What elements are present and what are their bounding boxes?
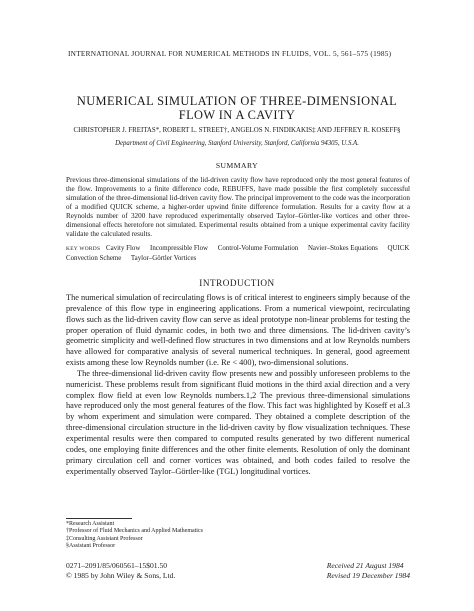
keywords-label: KEY WORDS [66, 246, 101, 252]
affiliation: Department of Civil Engineering, Stanford University, Stanford, California 94305, U.S.A. [115, 140, 359, 147]
title-line-2: FLOW IN A CAVITY [178, 108, 296, 122]
summary-heading: SUMMARY [215, 161, 259, 170]
author-list: CHRISTOPHER J. FREITAS*, ROBERT L. STREET†, ANGELOS N. FINDIKAKIS‡ AND JEFFREY R. KOSEFF§ [73, 127, 401, 134]
footnote: *Research Assistant [66, 521, 115, 527]
keyword: Cavity Flow [106, 245, 141, 252]
paper-title [0, 94, 474, 122]
article-code: 0271–2091/85/060561–15$01.50 [66, 561, 168, 570]
publication-info [66, 561, 175, 581]
footnotes [66, 521, 203, 551]
keyword: Incompressible Flow [150, 245, 209, 252]
keywords-block [66, 244, 410, 263]
intro-paragraph-1: The numerical simulation of recirculating flows is of critical interest to engineers simply because of the prevalence of this flow type in engineering applications. From a numerical viewpoint, recirculating flows such as the lid-driven cavity flow can serve as ideal prototype non-linear problems for testing the proper operation of fluid dynamic codes, in both two and three dimensions. The lid-driven cavity’s geometric simplicity and well-defined flow structures in two dimensions and at low Reynolds numbers have allowed for comparative analysis of several numerical techniques. In general, good agreement exists among these low Reynolds number (i.e. Re < 400), two-dimensional solutions. [66, 293, 410, 368]
introduction-body [66, 293, 410, 477]
footnote: †Professor of Fluid Mechanics and Applied Mathematics [66, 528, 203, 535]
revised-date: Revised 19 December 1984 [326, 571, 410, 580]
received-date: Received 21 August 1984 [326, 561, 404, 570]
footnote: ‡Consulting Assistant Professor [66, 535, 143, 542]
title-line-1: NUMERICAL SIMULATION OF THREE-DIMENSIONAL [76, 94, 398, 108]
keyword: Navier–Stokes Equations [307, 245, 378, 252]
summary-text: Previous three-dimensional simulations of the lid-driven cavity flow have reproduced only the most general features of the flow. Improvements to a finite difference code, REBUFFS, have made possible the first completely successful simulation of the three-dimensional lid-driven cavity flow. The principal improvement to the code was the incorporation of a modified QUICK scheme, a higher-order upwind finite difference formulation. Results for a cavity flow at a Reynolds number of 3200 have reproduced experimentally observed Taylor–Görtler-like vortices and other three-dimensional effects heretofore not simulated. Experimental results obtained from a unique experimental cavity facility validate the calculated results. [66, 176, 410, 238]
received-dates [327, 561, 410, 581]
introduction-heading: INTRODUCTION [199, 278, 275, 288]
keyword: Taylor–Görtler Vortices [130, 255, 197, 262]
footnote: §Assistant Professor [66, 543, 116, 550]
intro-paragraph-2: The three-dimensional lid-driven cavity flow presents new and possibly unforeseen problems to the numericist. These problems result from significant fluid motions in the third axial direction and a very complex flow field at even low Reynolds numbers.1,2 The previous three-dimensional simulations have reproduced only the most general features of the flow. This fact was highlighted by Koseff et al.3 by whom experiment and simulation were compared. They obtained a complete description of the three-dimensional circulation structure in the lid-driven cavity by flow visualization techniques. These experimental results were then compared to computed results generated by two different numerical codes, one employing finite differences and the other finite elements. Resolution of only the dominant primary circulation cell and corner vortices was obtained, and both codes failed to resolve the experimentally observed Taylor–Görtler-like (TGL) longitudinal vortices. [66, 368, 410, 476]
journal-header: INTERNATIONAL JOURNAL FOR NUMERICAL METHODS IN FLUIDS, VOL. 5, 561–575 (1985) [68, 49, 392, 58]
keyword: QUICK Convection Scheme [66, 245, 410, 262]
footnote-rule [66, 518, 132, 519]
copyright-notice: © 1985 by John Wiley & Sons, Ltd. [66, 571, 176, 580]
keyword: Control-Volume Formulation [217, 245, 299, 252]
